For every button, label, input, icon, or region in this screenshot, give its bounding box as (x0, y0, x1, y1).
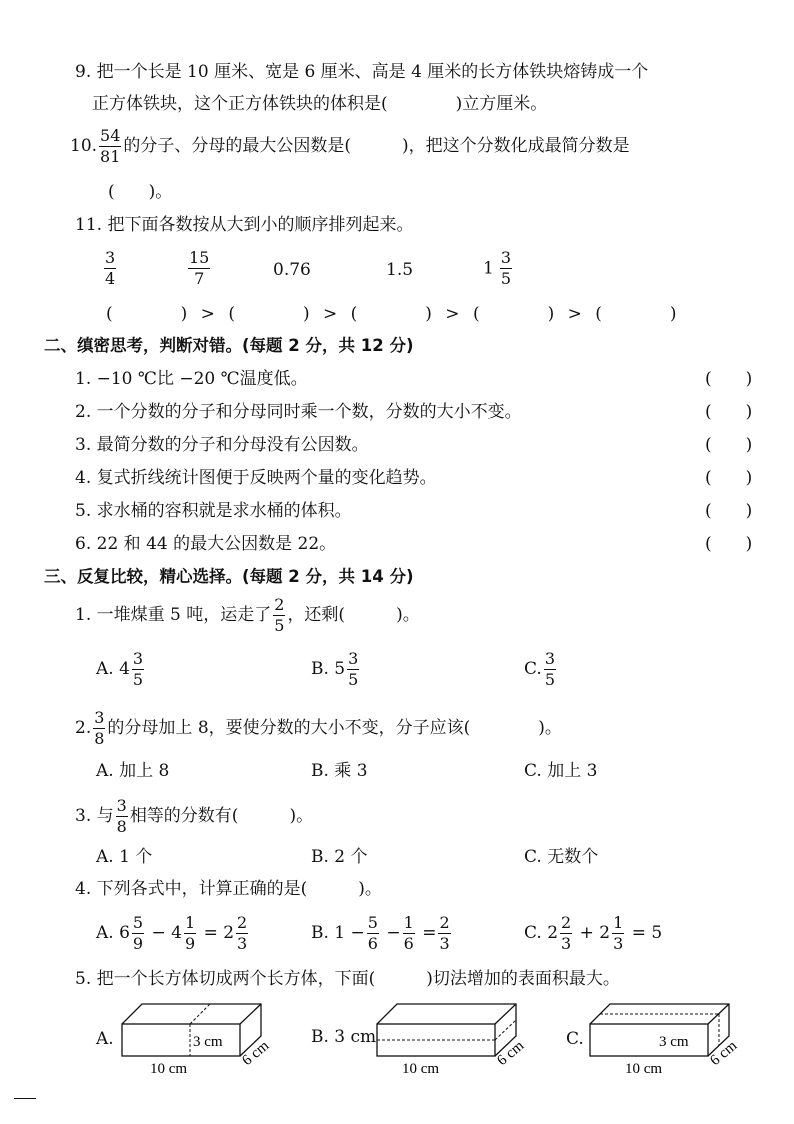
s2-item-5: 5. 求水桶的容积就是求水桶的体积。 (75, 501, 352, 521)
s2-answer-3[interactable]: ( ) (705, 435, 753, 455)
s3-q4: 4. 下列各式中，计算正确的是( )。 (75, 879, 382, 899)
fig-a-length-label: 10 cm (150, 1061, 188, 1077)
s3-q5-figure-c (583, 1000, 758, 1085)
q11-num-3: 0.76 (273, 260, 311, 280)
fig-b-width-label: 6 cm (494, 1037, 528, 1070)
page-margin-mark (14, 1098, 36, 1099)
q10-number: 10. (70, 136, 98, 156)
s2-item-6: 6. 22 和 44 的最大公因数是 22。 (75, 534, 337, 554)
s3-q3-option-b[interactable]: B. 2 个 (311, 847, 368, 867)
q11-num-5: 1 $\frac{3}{5}$ (483, 248, 512, 288)
s2-answer-5[interactable]: ( ) (705, 501, 753, 521)
s3-q1-option-b[interactable]: B. 5 $\frac{3}{5}$ (311, 649, 359, 689)
q11-num-2: $\frac{15}{7}$ (189, 248, 210, 288)
q11-order-blanks: ( ) > ( ) > ( ) > ( ) > ( ) (106, 304, 677, 324)
q10-fraction: $\frac{54}{81}$ (100, 126, 121, 166)
s2-item-2: 2. 一个分数的分子和分母同时乘一个数，分数的大小不变。 (75, 402, 522, 422)
s3-q2-option-c[interactable]: C. 加上 3 (524, 761, 598, 781)
s3-q2: 2. $\frac{3}{8}$ 的分母加上 8，要使分数的大小不变，分子应该( )。 (75, 708, 562, 748)
s2-answer-2[interactable]: ( ) (705, 402, 753, 422)
q10-answer: ( )。 (108, 182, 173, 202)
s3-q5-option-b-label[interactable]: B. 3 cm (311, 1027, 377, 1047)
s3-q1: 1. 一堆煤重 5 吨，运走了 $\frac{2}{5}$ ，还剩( )。 (75, 595, 420, 635)
s2-item-1: 1. −10 ℃比 −20 ℃温度低。 (75, 369, 308, 389)
s3-q5-option-c-label[interactable]: C. (566, 1029, 584, 1049)
q11-num-1: $\frac{3}{4}$ (105, 248, 116, 288)
s3-q5-figure-a (115, 1000, 290, 1085)
s3-q4-option-c[interactable]: C. 2 $\frac{2}{3}$ + 2 $\frac{1}{3}$ = 5 (524, 913, 663, 953)
s3-q1-option-a[interactable]: A. 4 $\frac{3}{5}$ (96, 649, 144, 689)
s3-q4-option-b[interactable]: B. 1 − $\frac{5}{6}$ − $\frac{1}{6}$ = $\frac{2}{3}$ (311, 913, 450, 953)
fig-c-length-label: 10 cm (625, 1061, 663, 1077)
s3-q1-option-c[interactable]: C. $\frac{3}{5}$ (524, 649, 555, 689)
fig-b-length-label: 10 cm (402, 1061, 440, 1077)
s3-q4-option-a[interactable]: A. 6 $\frac{5}{9}$ − 4 $\frac{1}{9}$ = 2 $\frac{2}{3}$ (96, 913, 248, 953)
s3-q3-option-a[interactable]: A. 1 个 (96, 847, 153, 867)
s3-q5-figure-b (370, 1000, 545, 1085)
fig-a-height-label: 3 cm (193, 1034, 223, 1050)
s3-q5-option-a-label[interactable]: A. (96, 1029, 114, 1049)
s2-answer-1[interactable]: ( ) (705, 369, 753, 389)
s2-item-3: 3. 最简分数的分子和分母没有公因数。 (75, 435, 369, 455)
fig-c-height-label: 3 cm (659, 1034, 689, 1050)
q9-line1: 9. 把一个长是 10 厘米、宽是 6 厘米、高是 4 厘米的长方体铁块熔铸成一个 (75, 62, 649, 82)
s3-q3-option-c[interactable]: C. 无数个 (524, 847, 599, 867)
q11-text: 11. 把下面各数按从大到小的顺序排列起来。 (75, 215, 414, 235)
s2-answer-4[interactable]: ( ) (705, 468, 753, 488)
s2-item-4: 4. 复式折线统计图便于反映两个量的变化趋势。 (75, 468, 437, 488)
s3-q2-option-a[interactable]: A. 加上 8 (96, 761, 170, 781)
s3-q3: 3. 与 $\frac{3}{8}$ 相等的分数有( )。 (75, 796, 314, 836)
section3-title: 三、反复比较，精心选择。(每题 2 分，共 14 分) (44, 567, 414, 586)
s2-answer-6[interactable]: ( ) (705, 534, 753, 554)
s3-q2-option-b[interactable]: B. 乘 3 (311, 761, 368, 781)
fig-a-width-label: 6 cm (239, 1037, 273, 1070)
section2-title: 二、缜密思考，判断对错。(每题 2 分，共 12 分) (44, 336, 414, 355)
q9-line2: 正方体铁块，这个正方体铁块的体积是( )立方厘米。 (92, 94, 548, 114)
fig-c-width-label: 6 cm (707, 1037, 741, 1070)
q11-num-4: 1.5 (386, 260, 414, 280)
q10 (70, 128, 630, 165)
s3-q5: 5. 把一个长方体切成两个长方体，下面( )切法增加的表面积最大。 (75, 969, 620, 989)
q10-text: 的分子、分母的最大公因数是( )，把这个分数化成最简分数是 (123, 136, 630, 156)
